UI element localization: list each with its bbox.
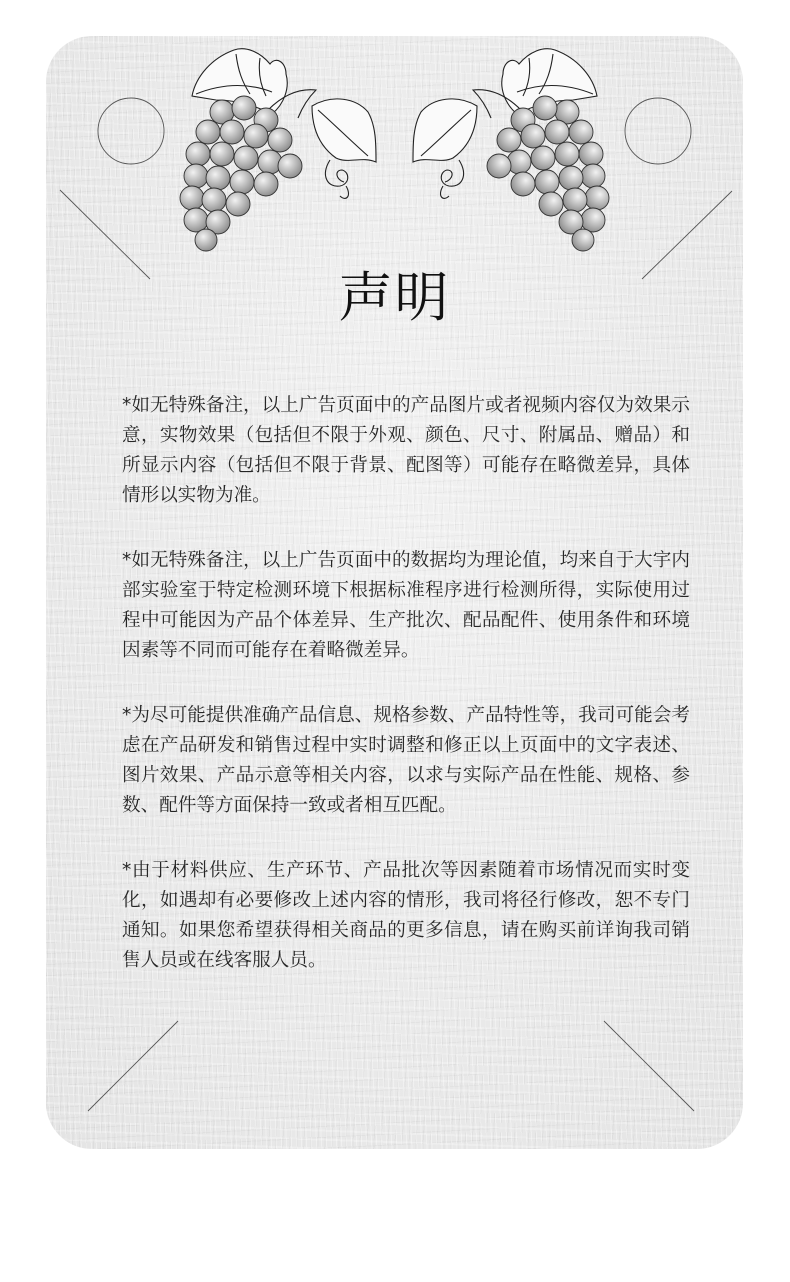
page-title: 声明 (338, 266, 451, 329)
disclaimer-paragraph-4: *由于材料供应、生产环节、产品批次等因素随着市场情况而实时变化，如遇却有必要修改上述内容的情形，我司将径行修改，恕不专门通知。如果您希望获得相关商品的更多信息，请在购买前详询我司销售人员或在线客服人员。 (122, 860, 690, 971)
circle-icon-right (625, 98, 691, 164)
disclaimer-paragraph-1: *如无特殊备注，以上广告页面中的产品图片或者视频内容仅为效果示意，实物效果（包括但不限于外观、颜色、尺寸、附属品、赠品）和所显示内容（包括但不限于背景、配图等）可能存在略微差异，具体情形以实物为准。 (122, 395, 690, 506)
grape-berries-right (487, 96, 609, 251)
circle-icon-left (98, 98, 164, 164)
disclaimer-paragraph-3: *为尽可能提供准确产品信息、规格参数、产品特性等，我司可能会考虑在产品研发和销售过程中实时调整和修正以上页面中的文字表述、图片效果、产品示意等相关内容，以求与实际产品在性能、规格、参数、配件等方面保持一致或者相互匹配。 (122, 705, 690, 816)
disclaimer-paragraph-2: *如无特殊备注，以上广告页面中的数据均为理论值，均来自于大宇内部实验室于特定检测环境下根据标准程序进行检测所得，实际使用过程中可能因为产品个体差异、生产批次、配品配件、使用条件和环境因素等不同而可能存在着略微差异。 (122, 550, 690, 661)
corner-line-bottom-right (604, 1021, 694, 1111)
notice-card (46, 36, 743, 1149)
corner-line-bottom-left (88, 1021, 178, 1111)
grape-berries-left (180, 96, 302, 251)
